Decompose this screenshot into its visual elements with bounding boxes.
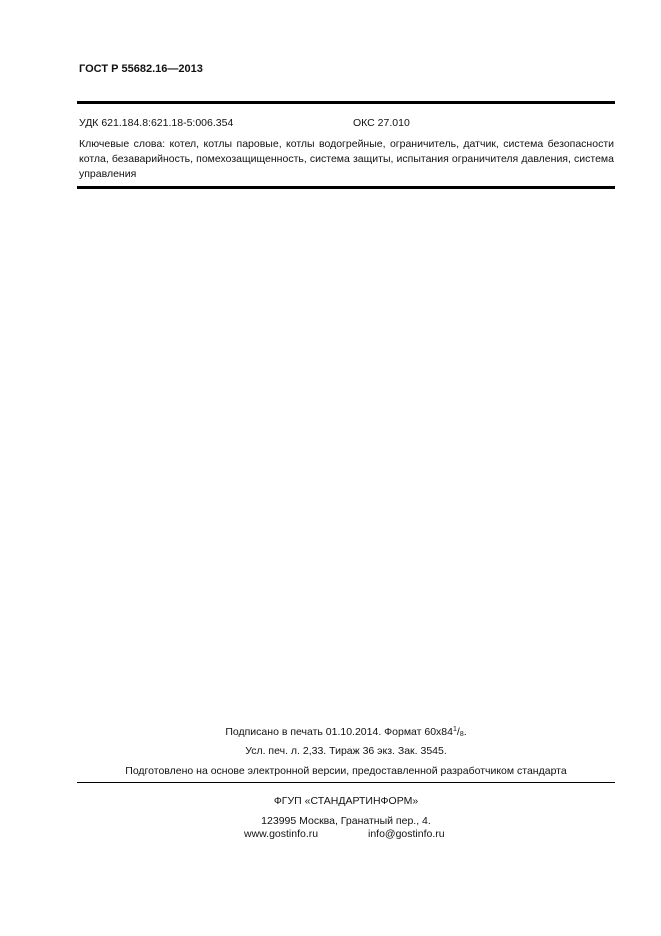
prepared-note: Подготовлено на основе электронной версии, предоставленной разработчиком стандарта	[125, 765, 567, 777]
udk-code: УДК 621.184.8:621.18-5:006.354	[79, 117, 234, 129]
website-link[interactable]: www.gostinfo.ru	[244, 828, 319, 840]
keywords-divider	[77, 186, 615, 189]
keywords-paragraph: Ключевые слова: котел, котлы паровые, котлы водогрейные, ограничитель, датчик, система безопасности котла, безаварийность, помехозащищенность, система защиты, испытания ограничителя давления, система управления	[79, 138, 614, 180]
oks-code: ОКС 27.010	[353, 117, 410, 129]
publisher-name: ФГУП «СТАНДАРТИНФОРМ»	[273, 795, 419, 807]
format-sup: 1	[452, 726, 457, 733]
imprint-divider	[77, 782, 615, 783]
top-divider	[77, 101, 615, 104]
format-sep: /	[456, 726, 460, 738]
format-sub: 8	[459, 731, 464, 738]
print-info: Усл. печ. л. 2,33. Тираж 36 экз. Зак. 3545.	[245, 745, 447, 757]
standard-number: ГОСТ Р 55682.16—2013	[79, 63, 203, 75]
signed-text: Подписано в печать 01.10.2014. Формат 60х84	[225, 726, 453, 738]
signed-to-print	[77, 726, 615, 738]
email-link[interactable]: info@gostinfo.ru	[368, 828, 445, 840]
format-end: .	[463, 726, 467, 738]
publisher-address: 123995 Москва, Гранатный пер., 4.	[261, 815, 431, 827]
